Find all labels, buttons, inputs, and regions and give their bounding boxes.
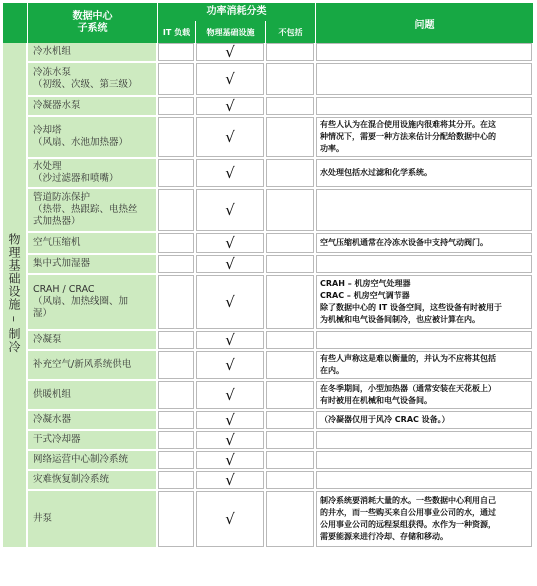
issue-note-line: CRAC – 机房空气调节器 [320,291,410,300]
it-load-cell [158,451,196,471]
subsystem-name [28,381,158,411]
check-mark-icon: √ [225,70,235,88]
table-row [3,43,534,63]
check-mark-icon: √ [225,386,235,404]
issue-note [316,275,534,331]
header-infrastructure: 物理基础设施 [196,21,266,43]
issue-note [316,63,534,97]
infrastructure-cell [196,491,266,549]
table-row [3,255,534,275]
infrastructure-cell [196,275,266,331]
table-row [3,275,534,331]
subsystem-name-line: 干式冷却器 [33,434,81,445]
check-mark-icon: √ [225,471,235,489]
check-mark-icon: √ [225,97,235,115]
issue-note [316,411,534,431]
subsystem-name [28,97,158,117]
issue-note-line: 有时被用在机械和电气设备间。 [320,396,433,405]
issue-note-line: 有些人声称这是难以衡量的，并认为不应将其包括 [320,354,497,363]
subsystem-name [28,331,158,351]
check-mark-icon: √ [225,128,235,146]
issue-note-line: 为机械和电气设备间制冷，也应被计算在内。 [320,315,481,324]
excluded-cell [266,97,316,117]
subsystem-name-line: 水处理 [33,161,62,172]
check-mark-icon: √ [225,164,235,182]
subsystem-name [28,275,158,331]
header-excluded: 不包括 [266,21,316,43]
subsystem-name [28,63,158,97]
table-row [3,117,534,159]
subsystem-name-line: 空气压缩机 [33,237,81,248]
table-row [3,381,534,411]
issue-note [316,43,534,63]
excluded-cell [266,331,316,351]
excluded-cell [266,189,316,233]
infrastructure-cell [196,233,266,255]
issue-note-line: 空气压缩机通常在冷冻水设备中支持气动阀门。 [320,238,489,247]
infrastructure-cell [196,431,266,451]
it-load-cell [158,159,196,189]
check-mark-icon: √ [225,411,235,429]
issue-note [316,117,534,159]
subsystem-name [28,189,158,233]
issue-note-line: 种情况下，需要一种方法来估计分配给数据中心的 [320,132,497,141]
excluded-cell [266,159,316,189]
header-subsystem [28,3,158,43]
issue-note-line: 功率。 [320,144,345,153]
check-mark-icon: √ [225,356,235,374]
subsystem-name-line: （初级、次级、第三级） [33,79,138,90]
subsystem-name-line: 供暖机组 [33,389,72,400]
infrastructure-cell [196,97,266,117]
side-category-text: 物理基础设施 – 制冷 [7,233,21,354]
excluded-cell [266,491,316,549]
issue-note-line: 在冬季期间，小型加热器（通常安装在天花板上） [320,384,497,393]
subsystem-name [28,491,158,549]
subsystem-name [28,117,158,159]
it-load-cell [158,233,196,255]
subsystem-name-line: 集中式加湿器 [33,258,91,269]
infrastructure-cell [196,451,266,471]
issue-note [316,97,534,117]
subsystem-name [28,255,158,275]
excluded-cell [266,381,316,411]
subsystem-name-line: 冷冻水泵 [33,67,72,78]
check-mark-icon: √ [225,431,235,449]
excluded-cell [266,451,316,471]
subsystem-name-line: （风扇、水池加热器） [33,137,129,148]
infrastructure-cell [196,351,266,381]
table-row [3,331,534,351]
subsystem-name [28,43,158,63]
excluded-cell [266,117,316,159]
it-load-cell [158,491,196,549]
subsystem-name [28,451,158,471]
header-subsystem-line2: 子系统 [77,23,108,34]
infrastructure-cell [196,63,266,97]
subsystem-name-line: （风扇、加热线圈、加 [33,296,129,307]
infrastructure-cell [196,117,266,159]
issue-note-line: CRAH – 机房空气处理器 [320,279,411,288]
excluded-cell [266,255,316,275]
subsystem-name-line: 冷水机组 [33,46,72,57]
excluded-cell [266,471,316,491]
subsystem-name [28,471,158,491]
subsystem-name-line: （沙过滤器和喷嘴） [33,173,119,184]
it-load-cell [158,97,196,117]
issue-note-line: 在内。 [320,366,345,375]
infrastructure-cell [196,411,266,431]
it-load-cell [158,117,196,159]
header-issue: 问题 [316,3,534,43]
check-mark-icon: √ [225,510,235,528]
check-mark-icon: √ [225,331,235,349]
issue-note [316,331,534,351]
it-load-cell [158,431,196,451]
check-mark-icon: √ [225,293,235,311]
issue-note [316,381,534,411]
subsystem-name-line: 管道防冻保护 [33,192,91,203]
table-row [3,491,534,549]
subsystem-name-line: 井泵 [33,513,53,524]
check-mark-icon: √ [225,43,235,61]
check-mark-icon: √ [225,451,235,469]
it-load-cell [158,63,196,97]
issue-note [316,255,534,275]
check-mark-icon: √ [225,201,235,219]
subsystem-name-line: 冷凝水器 [33,414,72,425]
header-corner [3,3,28,43]
subsystem-name [28,159,158,189]
table-row [3,451,534,471]
issue-note [316,491,534,549]
subsystem-name [28,411,158,431]
table-row [3,411,534,431]
excluded-cell [266,233,316,255]
it-load-cell [158,471,196,491]
side-category-label [3,43,28,549]
it-load-cell [158,43,196,63]
subsystem-name-line: 式加热器） [33,216,81,227]
issue-note-line: 的井水，而一些购买来自公用事业公司的水，通过 [320,508,497,517]
it-load-cell [158,411,196,431]
infrastructure-cell [196,43,266,63]
infrastructure-cell [196,255,266,275]
issue-note-line: 公用事业公司的远程泵组获得。水作为一种资源， [320,520,497,529]
infrastructure-cell [196,159,266,189]
power-classification-table [3,3,534,583]
excluded-cell [266,63,316,97]
subsystem-name-line: 冷凝器水泵 [33,100,81,111]
issue-note-line: 制冷系统要消耗大量的水。一些数据中心利用自己 [320,496,497,505]
header-it-load: IT 负载 [158,21,196,43]
issue-note-line: 需要能源来进行冷却、存储和移动。 [320,532,449,541]
table-row [3,63,534,97]
subsystem-name-line: 网络运营中心制冷系统 [33,454,129,465]
header-power-category: 功率消耗分类 [158,3,316,21]
header-subsystem-line1: 数据中心 [72,11,113,22]
subsystem-name-line: 冷凝泵 [33,334,62,345]
table-row [3,431,534,451]
subsystem-name-line: 湿） [33,308,53,319]
subsystem-name-line: 冷却塔 [33,125,62,136]
it-load-cell [158,189,196,233]
excluded-cell [266,431,316,451]
infrastructure-cell [196,381,266,411]
it-load-cell [158,351,196,381]
it-load-cell [158,275,196,331]
issue-note [316,351,534,381]
excluded-cell [266,275,316,331]
issue-note [316,451,534,471]
infrastructure-cell [196,189,266,233]
table-row [3,351,534,381]
issue-note [316,159,534,189]
it-load-cell [158,331,196,351]
subsystem-name-line: 补充空气/新风系统供电 [33,359,132,370]
table-row [3,233,534,255]
infrastructure-cell [196,331,266,351]
subsystem-name [28,431,158,451]
it-load-cell [158,255,196,275]
issue-note [316,431,534,451]
table-row [3,471,534,491]
check-mark-icon: √ [225,255,235,273]
table-row [3,159,534,189]
issue-note-line: 水处理包括水过滤和化学系统。 [320,168,433,177]
issue-note [316,471,534,491]
excluded-cell [266,411,316,431]
subsystem-name-line: （热带、热跟踪、电热丝 [33,204,138,215]
subsystem-name-line: CRAH / CRAC [33,284,95,295]
subsystem-name-line: 灾难恢复制冷系统 [33,474,110,485]
excluded-cell [266,351,316,381]
it-load-cell [158,381,196,411]
table-row [3,189,534,233]
issue-note-line: 有些人认为在混合使用设施内很难将其分开。在这 [320,120,497,129]
check-mark-icon: √ [225,234,235,252]
subsystem-name [28,233,158,255]
infrastructure-cell [196,471,266,491]
issue-note-line: 除了数据中心的 IT 设备空间，这些设备有时被用于 [320,303,503,312]
excluded-cell [266,43,316,63]
issue-note [316,189,534,233]
issue-note-line: （冷凝器仅用于风冷 CRAC 设备。） [320,415,450,424]
subsystem-name [28,351,158,381]
issue-note [316,233,534,255]
table-row [3,97,534,117]
